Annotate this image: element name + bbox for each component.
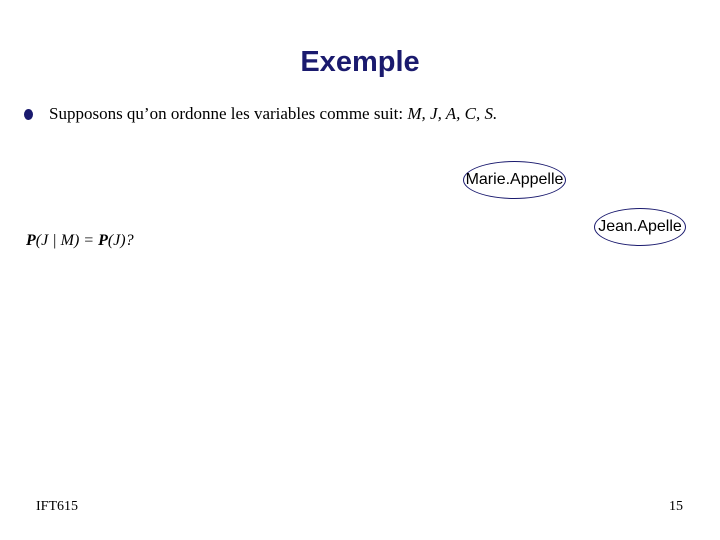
node-jean-apelle bbox=[594, 208, 686, 246]
bullet-text bbox=[49, 104, 497, 124]
bullet-item bbox=[24, 104, 497, 124]
bullet-text-prefix: Supposons qu’on ordonne les variables comme suit: bbox=[49, 104, 408, 123]
formula-p2: P bbox=[98, 232, 108, 249]
formula-arg1: (J | M) = bbox=[35, 232, 99, 249]
node-marie-appelle bbox=[463, 161, 566, 199]
node-marie-label: Marie.Appelle bbox=[465, 171, 564, 188]
slide-title: Exemple bbox=[300, 46, 420, 78]
formula-p1: P bbox=[26, 232, 36, 249]
node-jean-label: Jean.Apelle bbox=[598, 218, 682, 235]
formula-arg2: (J)? bbox=[107, 232, 134, 249]
footer-course: IFT615 bbox=[36, 499, 78, 514]
probability-question bbox=[26, 232, 134, 250]
bullet-dot-icon bbox=[24, 109, 33, 120]
footer-page-number: 15 bbox=[669, 499, 683, 514]
variable-order: M, J, A, C, S. bbox=[407, 104, 498, 123]
